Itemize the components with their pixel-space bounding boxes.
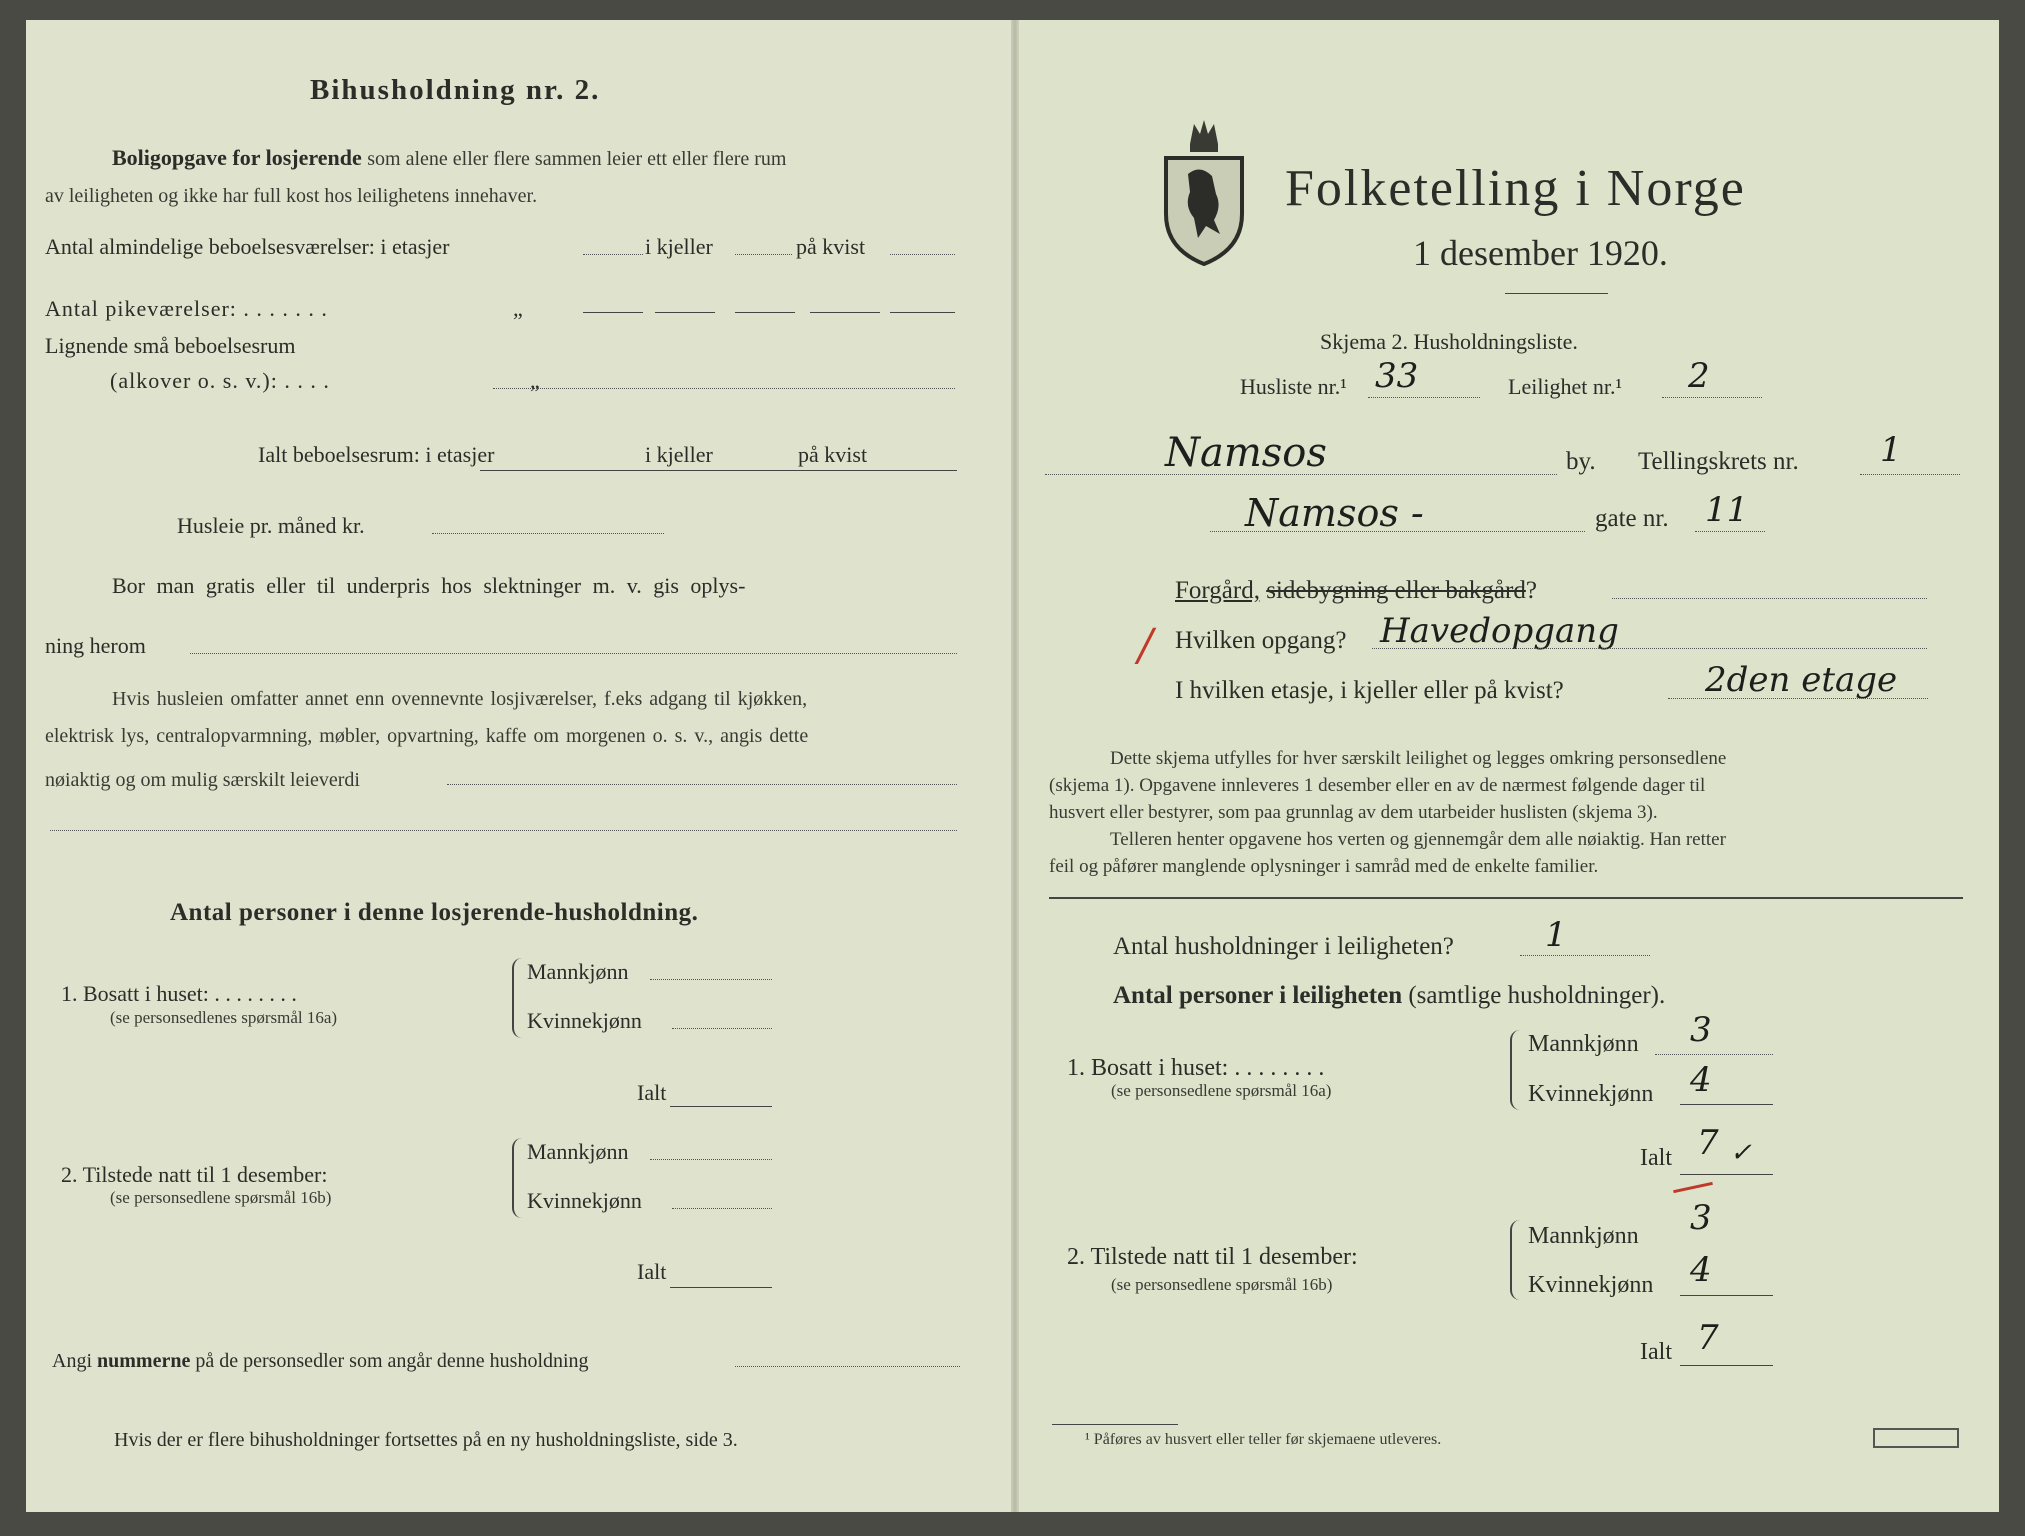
q2-label: 2. Tilstede natt til 1 desember: [61,1162,328,1187]
pike-etasjer-field[interactable] [583,312,643,313]
q1-female-field [1680,1104,1773,1105]
instr-line4: Telleren henter opgavene hos verten og gjennemgår dem alle nøiaktig. Han retter [1110,829,1726,850]
free-field[interactable] [190,653,957,654]
numbers-field[interactable] [735,1366,960,1367]
q1-label: 1. Bosatt i huset: . . . . . . . . [1067,1055,1325,1081]
ditto-mark: „ [513,296,523,321]
census-date: 1 desember 1920. [1413,233,1668,273]
q1-male-field [1655,1054,1773,1055]
pike-kjeller-field[interactable] [655,312,715,313]
street-value[interactable]: Namsos - [1245,491,1424,535]
coat-of-arms-icon [1160,114,1248,266]
note-line3: nøiaktig og om mulig særskilt leieverdi [45,769,360,791]
instr-line2: (skjema 1). Opgavene innleveres 1 desember eller en av de nærmest følgende dager til [1049,775,1706,796]
q2-female-field [1680,1295,1773,1296]
rent-field[interactable] [432,533,664,534]
households-field [1520,955,1650,956]
page-fold [1011,20,1019,1512]
total-rooms-field[interactable] [480,470,957,471]
rooms-etasjer-field[interactable] [583,254,643,255]
intro-line2: av leiligheten og ikke har full kost hos leilighetens innehaver. [45,185,538,207]
opgang-value[interactable]: Havedopgang [1380,611,1619,651]
ditto-mark: „ [530,368,540,393]
by-label: by. [1566,448,1596,475]
households-label: Antal husholdninger i leiligheten? [1113,933,1454,960]
etasje-label: I hvilken etasje, i kjeller eller på kvist? [1175,677,1564,704]
q1-total-field[interactable] [670,1106,772,1107]
numbers-bold: nummerne [97,1350,191,1372]
note-line2: elektrisk lys, centralopvarmning, møbler, opvartning, kaffe om morgenen o. s. v., angis dette [45,725,809,747]
q2-sub: (se personsedlene spørsmål 16b) [110,1188,332,1207]
gate-label: gate nr. [1595,505,1669,532]
q2-sub: (se personsedlene spørsmål 16b) [1111,1275,1333,1294]
alkover-label: (alkover o. s. v.): . . . . [110,368,330,393]
struck-options: sidebygning eller bakgård [1266,577,1526,604]
note-line1: Hvis husleien omfatter annet enn ovennevnte losjiværelser, f.eks adgang til kjøkken, [112,688,808,710]
leilighet-label: Leilighet nr.¹ [1508,374,1623,399]
q1-male-label: Mannkjønn [1528,1031,1639,1057]
q1-female-field[interactable] [672,1028,772,1029]
q1-female-label: Kvinnekjønn [527,1008,642,1033]
opgang-label: Hvilken opgang? [1175,627,1347,654]
brace [512,958,522,1038]
forgard-option: Forgård, [1175,577,1260,604]
households-value[interactable]: 1 [1545,915,1567,955]
rooms-kvist: på kvist [796,234,866,259]
city-field [1045,474,1557,475]
etasje-value[interactable]: 2den etage [1705,660,1898,700]
numbers-rest: på de personsedler som angår denne husholdning [195,1350,589,1372]
rooms-kjeller-field[interactable] [735,254,792,255]
brace [1510,1030,1520,1110]
pike-kvist-field2[interactable] [890,312,955,313]
intro-rest: som alene eller flere sammen leier ett eller flere rum [367,148,787,170]
main-title: Folketelling i Norge [1285,160,1746,217]
q2-total-field[interactable] [670,1287,772,1288]
husliste-label: Husliste nr.¹ [1240,374,1347,399]
q1-total-value[interactable]: 7 [1697,1123,1719,1163]
q2-male-value[interactable]: 3 [1690,1198,1712,1238]
q1-label: 1. Bosatt i huset: . . . . . . . . [61,981,297,1006]
etasje-field [1668,698,1928,699]
continue-note: Hvis der er flere bihusholdninger fortsettes på en ny husholdningsliste, side 3. [114,1429,738,1451]
q2-total-label: Ialt [637,1259,667,1284]
q1-total-field [1680,1174,1773,1175]
q1-female-label: Kvinnekjønn [1528,1081,1654,1107]
instr-line5: feil og påfører manglende oplysninger i samråd med de enkelte familier. [1049,856,1599,877]
q1-sub: (se personsedlenes spørsmål 16a) [110,1008,338,1027]
q1-female-value[interactable]: 4 [1690,1060,1712,1100]
persons-heading: Antal personer i denne losjerende-husholdning. [170,899,699,926]
instr-line3: husvert eller bestyrer, som paa grunnlag av dem utarbeider huslisten (skjema 3). [1049,802,1658,823]
gate-field [1695,531,1765,532]
q2-female-label: Kvinnekjønn [1528,1272,1654,1298]
q1-total-label: Ialt [637,1080,667,1105]
left-title: Bihusholdning nr. 2. [310,74,601,106]
city-value[interactable]: Namsos [1165,430,1327,476]
footnote: ¹ Påføres av husvert eller teller før skjemaene utleveres. [1085,1431,1442,1448]
leilighet-value[interactable]: 2 [1688,356,1710,396]
rooms-label: Antal almindelige beboelsesværelser: i etasjer [45,234,450,259]
forgard-q: ? [1525,577,1537,604]
q1-male-field[interactable] [650,979,772,980]
section-divider [1049,897,1963,899]
q2-total-field [1680,1365,1773,1366]
red-check-mark: / [1138,620,1153,671]
rent-label: Husleie pr. måned kr. [177,513,365,538]
husliste-field [1368,397,1480,398]
q2-male-field[interactable] [650,1159,772,1160]
leilighet-field [1662,397,1762,398]
free-line2: ning herom [45,633,146,658]
schema-label: Skjema 2. Husholdningsliste. [1320,329,1578,354]
persons-bold: Antal personer i leiligheten [1113,982,1403,1009]
title-divider [1505,293,1608,294]
opgang-field [1372,648,1927,649]
small-rooms-label: Lignende små beboelsesrum [45,333,296,358]
q1-sub: (se personsedlene spørsmål 16a) [1111,1081,1332,1100]
pike-kvist-field[interactable] [810,312,880,313]
q2-total-label: Ialt [1640,1339,1672,1365]
q1-total-label: Ialt [1640,1145,1672,1171]
q2-label: 2. Tilstede natt til 1 desember: [1067,1244,1358,1270]
q2-female-field[interactable] [672,1208,772,1209]
printer-stamp [1873,1428,1959,1448]
total-rooms-label: Ialt beboelsesrum: i etasjer [258,442,495,467]
brace [512,1138,522,1218]
krets-field [1860,474,1960,475]
q1-male-label: Mannkjønn [527,959,629,984]
free-line1: Bor man gratis eller til underpris hos slektninger m. v. gis oplys- [112,573,746,598]
pike-kvist-sep [735,312,795,313]
instr-line1: Dette skjema utfylles for hver særskilt leilighet og legges omkring personsedlene [1110,748,1727,769]
intro-bold: Boligopgave for losjerende [112,145,362,170]
q2-male-label: Mannkjønn [1528,1223,1639,1249]
brace [1510,1220,1520,1300]
rooms-kjeller: i kjeller [645,234,713,259]
rooms-kvist-field[interactable] [890,254,955,255]
total-kjeller: i kjeller [645,442,713,467]
alkover-field[interactable] [493,388,955,389]
gate-value[interactable]: 11 [1705,490,1749,530]
street-field [1210,531,1585,532]
krets-label: Tellingskrets nr. [1638,448,1799,475]
total-kvist: på kvist [798,442,868,467]
persons-rest: (samtlige husholdninger). [1408,982,1666,1009]
pike-label: Antal pikeværelser: . . . . . . . [45,296,328,321]
numbers-pre: Angi [52,1350,92,1372]
q1-male-value[interactable]: 3 [1690,1010,1712,1050]
q2-total-value[interactable]: 7 [1697,1318,1719,1358]
krets-value[interactable]: 1 [1880,430,1902,470]
q1-check-mark: ✓ [1730,1138,1752,1168]
q2-female-value[interactable]: 4 [1690,1250,1712,1290]
husliste-value[interactable]: 33 [1375,356,1419,396]
leieverdi-field[interactable] [447,784,957,785]
q2-male-label: Mannkjønn [527,1139,629,1164]
leieverdi-field-2[interactable] [50,830,957,831]
footnote-rule [1052,1424,1178,1425]
forgard-field [1612,598,1927,599]
q2-female-label: Kvinnekjønn [527,1188,642,1213]
